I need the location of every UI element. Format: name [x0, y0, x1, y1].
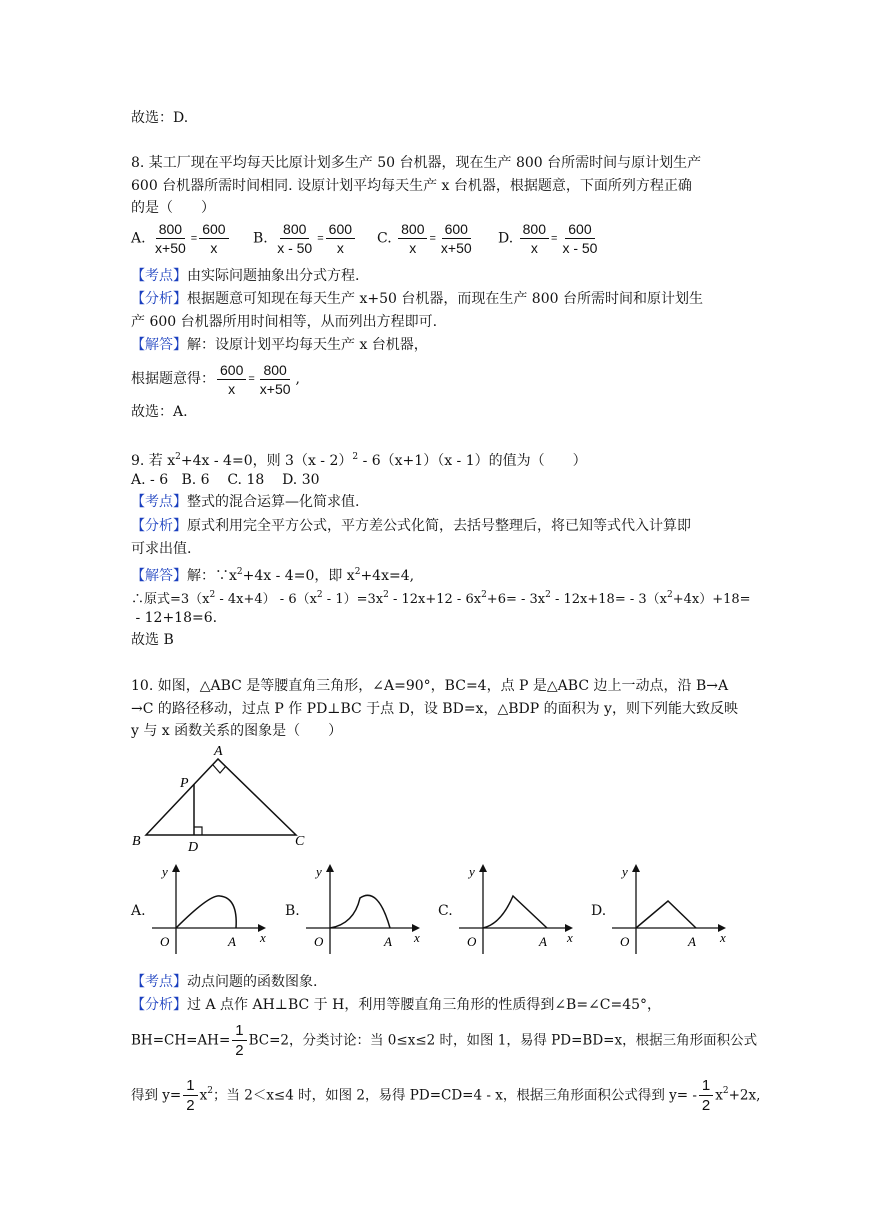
q10-fenxi-line2: BH=CH=AH= $\frac{1}{2}$ BC=2，分类讨论：当 0≤x≤2 时，如图 1，易得 PD=BD=x，根据三角形面积公式 — [131, 1022, 758, 1059]
graph-label-c: C. — [438, 903, 453, 919]
point-a-label: A — [384, 934, 392, 949]
q10-kaodian: 【考点】动点问题的函数图象. — [131, 974, 318, 990]
axis-x-label: x — [414, 930, 420, 945]
q8-stem-line3: 的是（ ） — [131, 200, 215, 216]
axis-y-label: y — [622, 864, 628, 879]
q8-stem-line1: 8. 某工厂现在平均每天比原计划多生产 50 台机器，现在生产 800 台所需时间与原计划生产 — [131, 155, 702, 171]
q9-stem: 9. 若 $x^2+4x - 4=0$，则 3（x - 2）$^2$ - 6（x+1）（x - 1）的值为（ ） — [131, 452, 587, 469]
axis-y-label: y — [162, 864, 168, 879]
curve — [483, 896, 547, 928]
graph-option-c — [455, 858, 579, 958]
y-arrow-icon — [172, 864, 180, 872]
point-a-label: A — [688, 934, 696, 949]
q8-fenxi-line1: 【分析】根据题意可知现在每天生产 x+50 台机器，而现在生产 800 台所需时间和原计划生 — [131, 291, 703, 307]
q10-stem-line2: →C 的路径移动，过点 P 作 PD⊥BC 于点 D，设 BD=x，△BDP 的面积为 y，则下列能大致反映 — [131, 701, 738, 717]
q8-option-b: B. $\frac{800}{x - 50}$ = $\frac{600}{x}$ — [253, 221, 357, 256]
axis-y-label: y — [316, 864, 322, 879]
y-arrow-icon — [632, 864, 640, 872]
q8-jieda: 【解答】解：设原计划平均每天生产 x 台机器， — [131, 337, 428, 353]
q10-stem-line3: y 与 x 函数关系的图象是（ ） — [131, 723, 343, 739]
graph-label-a: A. — [131, 903, 146, 919]
graph-label-b: B. — [285, 903, 300, 919]
point-a-label: A — [228, 934, 236, 949]
graph-option-a — [148, 858, 272, 958]
axis-x-label: x — [567, 930, 573, 945]
graph-option-b — [302, 858, 426, 958]
origin-label: O — [160, 934, 170, 949]
y-arrow-icon — [479, 864, 487, 872]
axis-x-label: x — [720, 930, 726, 945]
q8-fenxi-line2: 产 600 台机器所用时间相等，从而列出方程即可. — [131, 314, 438, 330]
origin-label: O — [620, 934, 630, 949]
curve — [330, 895, 390, 928]
right-angle-mark-d — [194, 827, 202, 835]
q8-stem-line2: 600 台机器所需时间相同. 设原计划平均每天生产 x 台机器，根据题意，下面所列方程正确 — [131, 178, 692, 194]
label-d: D — [188, 840, 199, 854]
axis-x-label: x — [260, 930, 266, 945]
q9-options: A. - 6 B. 6 C. 18 D. 30 — [131, 472, 320, 488]
label-b: B — [132, 834, 141, 849]
y-arrow-icon — [326, 864, 334, 872]
q8-equation: 根据题意得： $\frac{600}{x}$ = $\frac{800}{x+50}$ , — [131, 361, 300, 397]
triangle-figure — [128, 742, 318, 854]
q8-option-d: D. $\frac{800}{x}$ = $\frac{600}{x - 50}$ — [498, 221, 598, 256]
q9-fenxi-line2: 可求出值. — [131, 541, 192, 557]
curve — [176, 896, 236, 928]
triangle-abc — [146, 759, 296, 835]
q10-fenxi-line3: 得到 y= $\frac{1}{2}$ $x^2$；当 2＜x≤4 时，如图 2，易得 PD=CD=4 - x，根据三角形面积公式得到 y= - $\frac{1}{2}$ $x^2+2x$, — [131, 1077, 761, 1114]
right-angle-mark-a — [213, 765, 226, 773]
q9-work-line2: - 12+18=6. — [131, 610, 218, 626]
axis-y-label: y — [469, 864, 475, 879]
q10-fenxi-line1: 【分析】过 A 点作 AH⊥BC 于 H，利用等腰直角三角形的性质得到∠B=∠C=45°， — [131, 997, 662, 1013]
q9-jieda: 【解答】解：$\because x^2+4x - 4=0$，即 $x^2+4x=4$, — [131, 567, 415, 584]
label-p: P — [180, 776, 189, 791]
q10-stem-line1: 10. 如图，△ABC 是等腰直角三角形，∠A=90°，BC=4，点 P 是△ABC 边上一动点，沿 B→A — [131, 678, 729, 694]
q9-answer: 故选 B — [131, 632, 174, 648]
origin-label: O — [467, 934, 477, 949]
q7-answer: 故选：D. — [131, 110, 189, 126]
q9-kaodian: 【考点】整式的混合运算—化简求值. — [131, 494, 360, 510]
label-c: C — [295, 834, 305, 849]
origin-label: O — [314, 934, 324, 949]
q8-kaodian: 【考点】由实际问题抽象出分式方程. — [131, 268, 360, 284]
point-a-label: A — [539, 934, 547, 949]
q9-fenxi-line1: 【分析】原式利用完全平方公式，平方差公式化简，去括号整理后，将已知等式代入计算即 — [131, 518, 691, 534]
q8-option-c: C. $\frac{800}{x}$ = $\frac{600}{x+50}$ — [377, 221, 472, 256]
q9-work-line1: ∴原式$=3(x^2 - 4x+4) - 6(x^2 - 1)=3x^2 - 12x+12 - 6x^2+6= - 3x^2 - 12x+18= - 3(x^2+4x)+18=$ — [131, 590, 751, 607]
q8-answer: 故选：A. — [131, 404, 188, 420]
graph-label-d: D. — [591, 903, 607, 919]
curve — [636, 901, 696, 928]
label-a: A — [214, 744, 223, 759]
q8-option-a: A. $\frac{800}{x+50}$ = $\frac{600}{x}$ — [131, 221, 231, 256]
graph-option-d — [608, 858, 732, 958]
